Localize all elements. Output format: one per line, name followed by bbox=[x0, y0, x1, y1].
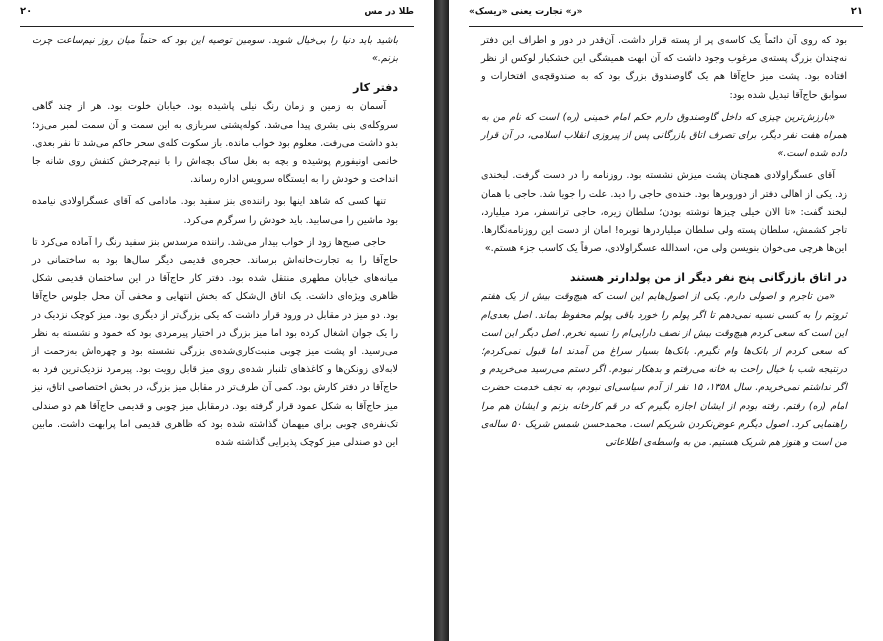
right-quote-2: «من تاجرم و اصولی دارم. یکی از اصول‌هایم این است که هیچ‌وقت بیش از یک هفتم ثروتم را به کسی نسیه نمی‌دهم تا اگر پولم را خورد باقی پولم محفوظ بماند. اصل بعدی‌ام این است که سعی کردم هیچ‌وقت بیش از نصف دارایی‌ام را نسیه نخرم. اصل دیگر این است که سعی کردم از بانک‌ها وام نگیرم. بانک‌ها بسیار سراغ من آمدند اما قبول نمی‌کردم؛ درنتیجه شب با خیال راحت به خانه می‌رفتم و بدهکار نبودم. اگر دستم می‌رسید می‌خریدم و اگر نداشتم نمی‌خریدم. سال ۱۳۵۸، ۱۵ نفر از آدم سیاسی‌ای نبودم، به نجف خدمت حضرت امام (ره) رفتم. رفته بودم از ایشان اجازه بگیرم که در قم کارخانه بزنم و ایشان هم مرا راهنمایی کرد. اصول دیگرم عوض‌نکردن شریکم است. محمدحسن شمس شریک ۵۰ ساله‌ی من است و هنوز هم شریک هستیم. من به واسطه‌ی اطلاعاتی bbox=[481, 291, 848, 449]
right-page-body bbox=[481, 32, 847, 452]
left-page-number: ۲۰ bbox=[20, 6, 33, 17]
right-header-rule bbox=[469, 26, 863, 27]
left-header-rule bbox=[20, 26, 414, 27]
left-paragraph-3: حاجی صبح‌ها زود از خواب بیدار می‌شد. راننده مرسدس بنز سفید رنگ را آماده می‌کرد تا حاج‌آقا را به تجارت‌خانه‌اش برساند. حجره‌ی قدیمی دیگر سال‌ها بود به ساختمانی در میانه‌های خیابان مطهری منتقل شده بود. دفتر کار حاج‌آقا در این ساختمان قدیمی شکل ظاهری ویژه‌ای داشت. یک اتاق ال‌شکل که بخش انتهایی و مخفی آن محل جلوس حاج‌آقا بود. دو میز در مقابل در ورود قرار داشت که یکی بزرگ‌تر از دیگری بود. میز کوچک نزدیک در را یک جوان اشغال کرده بود اما میز بزرگ در اختیار پیرمردی بود که خمود و نشسته به نظر می‌رسید. او پشت میز چوبی منبت‌کاری‌شده‌ی بزرگی نشسته بود و چهره‌اش به‌زحمت از لابه‌لای زونکن‌ها و کاغذهای تلنبار شده‌ی روی میز قابل رویت بود. پیرمرد نزدیک‌ترین فرد به حاج‌آقا در دفتر کارش بود. کمی آن طرف‌تر در مقابل میز بزرگ، در بخش اختصاصی اتاق، نیز میز حاج‌آقا به شکل عمود قرار گرفته بود. درمقابل میز چوبی و قدیمی حاج‌آقا هم دو صندلی تک‌نفره‌ی چوبی برای میهمان گذاشته شده بود که ظاهری قدیمی اما پرابهت داشت. مابین این دو صندلی میز کوچک پذیرایی گذاشته شده bbox=[32, 236, 398, 449]
book-gutter bbox=[434, 0, 449, 641]
right-section-title: در اتاق بازرگانی پنج نفر دیگر از من پولدارتر هستند bbox=[569, 271, 847, 285]
right-page-number: ۲۱ bbox=[850, 6, 863, 17]
right-paragraph-2: آقای عسگراولادی همچنان پشت میزش نشسته بود. روزنامه را در دست گرفت. لبخندی زد. یکی از اهالی دفتر از دوروبرها بود. خنده‌ی حاجی را دید. علت را جویا شد. حاجی با همان لبخند گفت: «تا الان خیلی چیزها نوشته بودن؛ سلطان زیره، حاجی ترانسفر، مرد میلیارد، تاجر کشمش، سلطان پسته ولی سلطان میلیاردرها نوبره! امان از دست این روزنامه‌نگارها. این‌ها هرچی می‌خوان بنویسن ولی من، اسدالله عسگراولادی، صرفاً یک کاسب جزء هستم.» bbox=[481, 170, 847, 255]
right-opening-paragraph: بود که روی آن دائماً یک کاسه‌ی پر از پسته قرار داشت. آن‌قدر در دور و اطراف این دفتر نه‌چندان بزرگ پسته‌ی مرغوب وجود داشت که آن ابهت همیشگی این خشکبار لوکس از نظر افتاده بود. پشت میز حاج‌آقا هم یک گاوصندوق بزرگ بود که به صندوقچه‌ی افتخارات و سوابق حاج‌آقا تبدیل شده بود: bbox=[481, 35, 847, 101]
left-page-body bbox=[32, 32, 398, 452]
right-quote-1: «بارزش‌ترین چیزی که داخل گاوصندوق دارم حکم امام خمینی (ره) است که نام من به همراه هفت نفر دیگر، برای تصرف اتاق بازرگانی پس از پیروزی انقلاب اسلامی، در آن قرار داده شده است.» bbox=[481, 111, 847, 160]
left-header-title: طلا در مس bbox=[364, 7, 414, 17]
right-page bbox=[449, 0, 883, 641]
right-page-header bbox=[469, 6, 863, 26]
right-header-title: «ر» تجارت یعنی «ریسک» bbox=[469, 7, 583, 17]
left-page bbox=[0, 0, 434, 641]
left-section-title: دفتر کار bbox=[353, 81, 398, 95]
left-paragraph-1: آسمان به زمین و زمان رنگ نیلی پاشیده بود. خیابان خلوت بود. هر از چند گاهی سروکله‌ی بنی بشری پیدا می‌شد. کوله‌پشتی سربازی به این سمت و آن سمت لمبر می‌زد؛ بدو داشت می‌رفت. معلوم بود خواب مانده. باز سکوت کله‌ی سحر حاکم می‌شد تا نفر بعدی. خانمی اونیفورم پوشیده و بچه به بغل ساک بچه‌اش را با نیم‌چرخش کتفش روی شانه جا انداخت و خودش را به ایستگاه سرویس اداره رساند. bbox=[32, 101, 398, 186]
left-paragraph-2: تنها کسی که شاهد اینها بود راننده‌ی بنز سفید بود. مادامی که آقای عسگراولادی نیامده بود ماشین را می‌سابید. باید خودش را سرگرم می‌کرد. bbox=[32, 196, 398, 226]
left-intro-quote: باشید باید دنیا را بی‌خیال شوید. سومین توصیه این بود که حتماً میان روز نیم‌ساعت چرت بزنم.» bbox=[32, 35, 398, 65]
left-page-header bbox=[20, 6, 414, 26]
